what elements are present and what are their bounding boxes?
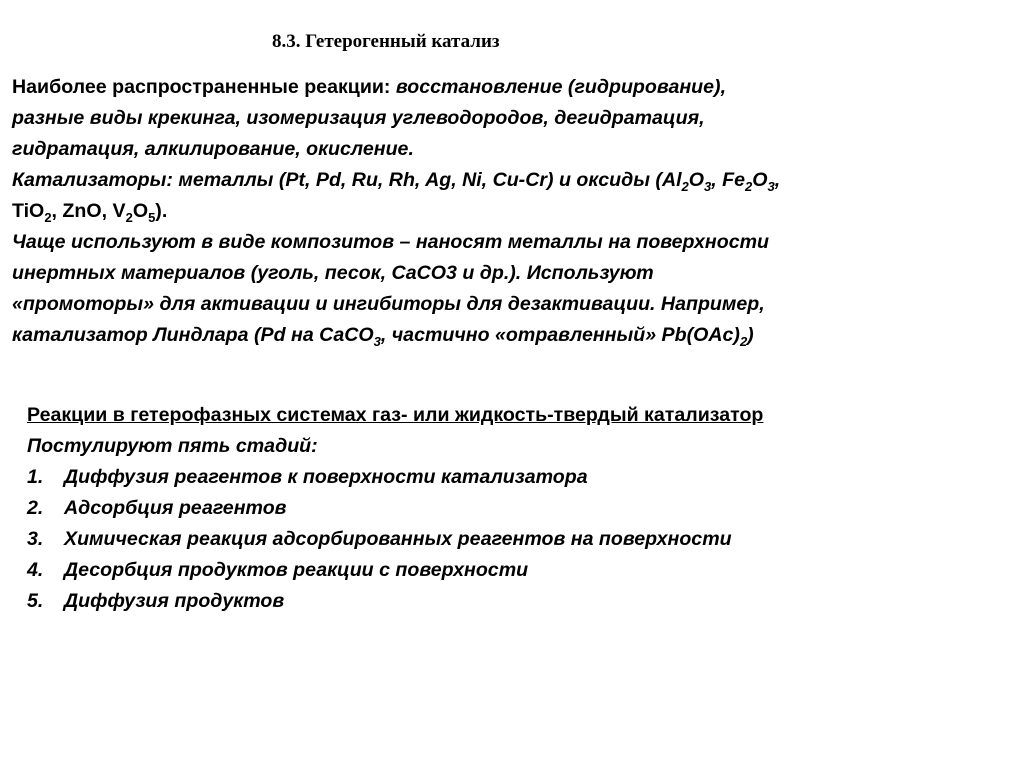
formula-subscript: 2 (125, 210, 133, 225)
stage-text: Химическая реакция адсорбированных реагентов на поверхности (64, 528, 732, 550)
composites-line-1: Чаще используют в виде композитов – наносят металлы на поверхности (12, 231, 770, 253)
stages-intro: Постулируют пять стадий: (27, 435, 318, 457)
reactions-line-1 (12, 72, 1018, 103)
reactions-line-2: разные виды крекинга, изомеризация углеводородов, дегидратация, (12, 107, 705, 129)
stage-item (27, 524, 1007, 555)
stage-number: 1. (27, 466, 44, 488)
stage-text: Диффузия реагентов к поверхности катализатора (64, 466, 588, 488)
formula-subscript: 3 (704, 179, 712, 194)
oxides-line (12, 196, 1018, 227)
composites-line-2: инертных материалов (уголь, песок, CaCO3 и др.). Используют (12, 262, 654, 284)
formula-part: , (774, 169, 781, 191)
formula-subscript: 3 (373, 334, 381, 349)
lindlar-text: , частично «отравленный» Pb(OAc) (380, 324, 740, 346)
formula-subscript: 2 (739, 334, 748, 349)
formula-subscript: 2 (44, 210, 52, 225)
catalysts-label: Катализаторы: (12, 169, 179, 191)
stage-text: Диффузия продуктов (64, 590, 285, 612)
formula-part: , ZnO, V (51, 200, 126, 222)
stage-number: 4. (27, 559, 44, 581)
catalysts-line (12, 165, 1018, 196)
formula-part: , Fe (711, 169, 746, 191)
formula-part: O (688, 169, 705, 191)
formula-subscript: 3 (767, 179, 775, 194)
stage-item (27, 555, 1007, 586)
formula-part: O (752, 169, 768, 191)
formula-part: ). (155, 200, 168, 222)
reactions-hydrogenation: восстановление (гидрирование), (395, 76, 727, 98)
stage-item (27, 493, 1007, 524)
formula-part: O (132, 200, 149, 222)
formula-part: TiO (12, 200, 45, 222)
stage-number: 2. (27, 497, 44, 519)
formula-subscript: 5 (148, 210, 156, 225)
composites-line-3: «промоторы» для активации и ингибиторы для дезактивации. Например, (12, 293, 765, 315)
stage-text: Десорбция продуктов реакции с поверхности (64, 559, 529, 581)
reactions-line-3: гидратация, алкилирование, окисление. (12, 138, 414, 160)
catalysts-text: металлы (Pt, Pd, Ru, Rh, Ag, Ni, Cu-Cr) и оксиды (Al (178, 169, 682, 191)
stage-number: 3. (27, 528, 44, 550)
slide-title: 8.3. Гетерогенный катализ (272, 31, 500, 52)
intro-text-block (12, 72, 1018, 351)
stage-item (27, 462, 1007, 493)
stage-item (27, 586, 1007, 617)
stages-block (27, 400, 1007, 617)
lindlar-text: ) (747, 324, 754, 346)
stage-number: 5. (27, 590, 44, 612)
formula-subscript: 2 (681, 179, 689, 194)
lindlar-text: катализатор Линдлара (Pd на CaCO (12, 324, 374, 346)
stages-heading: Реакции в гетерофазных системах газ- или жидкость-твердый катализатор (27, 404, 764, 426)
stage-text: Адсорбция реагентов (64, 497, 287, 519)
lindlar-line (12, 320, 1018, 351)
reactions-label: Наиболее распространенные реакции: (12, 76, 396, 98)
stage-list (27, 462, 1007, 617)
formula-subscript: 2 (745, 179, 753, 194)
